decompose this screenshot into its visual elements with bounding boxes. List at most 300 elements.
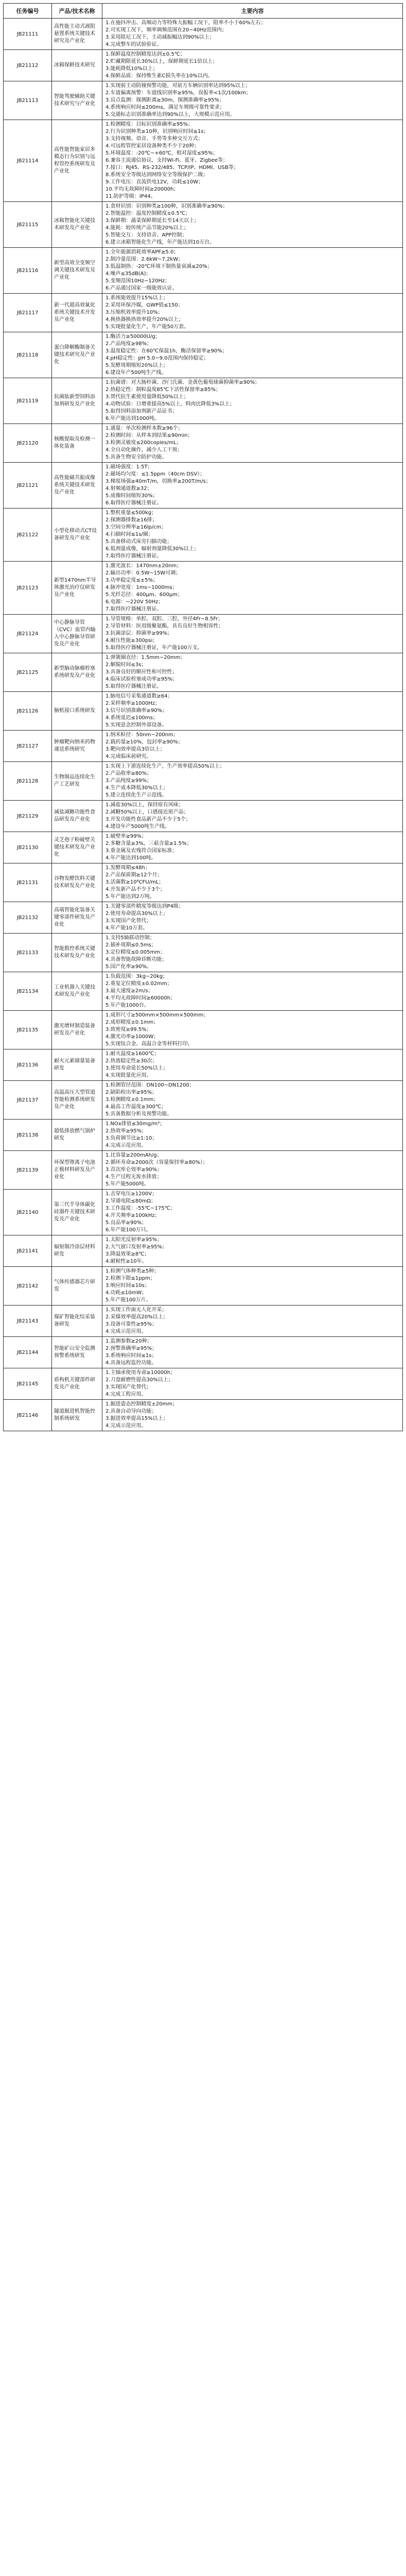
content-line: 4.年产能10万套。 bbox=[105, 925, 148, 931]
main-content bbox=[102, 562, 403, 615]
content-line: 1.系统能效提升15%以上； bbox=[105, 295, 168, 301]
table-row bbox=[4, 378, 403, 424]
content-line: 1.监测参数≥20种； bbox=[105, 1338, 152, 1344]
content-line: 9.工作电压：直流供电12V，功耗≤10W； bbox=[105, 179, 204, 185]
product-name: 激光增材制造装备研发及产业化 bbox=[52, 1011, 102, 1049]
main-content bbox=[102, 1235, 403, 1267]
content-line: 5.成像时间缩短30%； bbox=[105, 493, 158, 499]
content-line: 3.产品纯度≥99%； bbox=[105, 778, 152, 784]
content-line: 1.实现上下游连续化生产，生产效率提高50%以上； bbox=[105, 764, 225, 769]
main-content bbox=[102, 832, 403, 863]
main-content bbox=[102, 332, 403, 378]
content-line: 1.纳米粒径：50nm~200nm； bbox=[105, 732, 179, 738]
content-line: 4.生产过程无废水排放； bbox=[105, 1174, 162, 1180]
table-row bbox=[4, 731, 403, 762]
content-line: 4.实现批量化应用。 bbox=[105, 1073, 152, 1078]
content-line: 2.检测下限≤1ppm； bbox=[105, 1276, 155, 1281]
content-line: 5.取得医疗器械注册证。 bbox=[105, 684, 162, 689]
product-name: 环保型锂离子电池正极材料研发及产业化 bbox=[52, 1151, 102, 1190]
content-line: 1.比容量≥200mAh/g； bbox=[105, 1153, 162, 1158]
content-line: 6.年产能达到1000吨。 bbox=[105, 416, 160, 421]
product-name: 新型1470nm半导体激光治疗仪研发及产业化 bbox=[52, 562, 102, 615]
content-line: 3.降温效果≥8℃； bbox=[105, 1251, 150, 1257]
content-line: 6.低剂量成像，辐射剂量降低30%以上； bbox=[105, 546, 199, 552]
task-code: JB21116 bbox=[4, 248, 52, 294]
product-name: 智能驾驶辅助关键技术研究与产业化 bbox=[52, 81, 102, 120]
table-row bbox=[4, 1368, 403, 1400]
content-line: 3.盲点监测：探测距离≥30m，探测准确率≥95%； bbox=[105, 97, 224, 103]
product-name: 第三代半导体碳化硅器件关键技术研发及产业化 bbox=[52, 1190, 102, 1235]
product-name: 蛋白降解酶制备关键技术研究及产业化 bbox=[52, 332, 102, 378]
content-line: 1.发酵周期≤48h； bbox=[105, 865, 150, 871]
task-code: JB21129 bbox=[4, 801, 52, 832]
content-line: 1.检测管径范围：DN100~DN1200； bbox=[105, 1082, 195, 1088]
main-content bbox=[102, 120, 403, 202]
main-content bbox=[102, 1306, 403, 1337]
content-line: 4.平均无故障时间≥60000h； bbox=[105, 995, 176, 1001]
task-code: JB21145 bbox=[4, 1368, 52, 1400]
product-name: 工业机器人关键技术研发及产业化 bbox=[52, 972, 102, 1011]
content-line: 3.支持视频、语音、手势等多种交互方式； bbox=[105, 136, 203, 142]
content-line: 2.采用环保冷媒，GWP值≤150； bbox=[105, 302, 183, 308]
content-line: 4.脉冲宽度：1ms~1000ms； bbox=[105, 585, 178, 590]
content-line: 4.开发新产品不少于3个； bbox=[105, 887, 165, 892]
content-line: 3.压缩机效率提升10%； bbox=[105, 310, 163, 315]
content-line: 4.临床试验栓塞成功率≥95%； bbox=[105, 676, 178, 682]
content-line: 3.实现国产化替代； bbox=[105, 1384, 152, 1390]
content-line: 6.建立冰箱智能化生产线，年产能达到10万台。 bbox=[105, 240, 215, 245]
main-content bbox=[102, 1011, 403, 1049]
table-row bbox=[4, 972, 403, 1011]
product-name: 新型脑动脉瘤栓塞系统研发及产业化 bbox=[52, 653, 102, 692]
table-row bbox=[4, 1267, 403, 1306]
content-line: 2.检测时间：从样本到结果≤90min； bbox=[105, 433, 193, 438]
content-line: 1.成形尺寸≥500mm×500mm×500mm； bbox=[105, 1012, 209, 1018]
content-line: 7.取得医疗器械注册证。 bbox=[105, 553, 162, 559]
content-line: 3.采用阻尼工况下，主动减振幅达到90%以上； bbox=[105, 35, 215, 40]
content-line: 3.活菌数≥10⁸CFU/mL； bbox=[105, 879, 164, 885]
content-line: 5.年产能1000台。 bbox=[105, 1003, 149, 1008]
task-code: JB21121 bbox=[4, 463, 52, 509]
product-name: 中心静脉导管（CVC）血管内输入中心静脉导管研发及产业化 bbox=[52, 615, 102, 653]
content-line: 3.空间分辨率≥16lp/cm； bbox=[105, 524, 167, 530]
content-line: 2.导管材料：医用级聚氨酯，具有良好生物相容性； bbox=[105, 623, 224, 629]
content-line: 4.噪声≤35dB(A)； bbox=[105, 271, 151, 277]
content-line: 3.具备良好的顺应性和可控性； bbox=[105, 669, 178, 675]
content-line: 6.电源：~220V 50Hz； bbox=[105, 599, 164, 605]
content-line: 4.系统延迟≤100ms； bbox=[105, 715, 158, 721]
content-line: 1.全年能源消耗效率APF≥5.0； bbox=[105, 249, 179, 255]
content-line: 4.扫描时间≤1s/圈； bbox=[105, 532, 153, 537]
content-line: 11.防护等级：IP44。 bbox=[105, 194, 156, 199]
product-name: 辐射制冷涂层材料研发 bbox=[52, 1235, 102, 1267]
content-line: 3.温度稳定性：在60℃保温1h，酶活保留率≥90%； bbox=[105, 348, 227, 354]
table-row bbox=[4, 463, 403, 509]
content-line: 4.射频通道数≥32； bbox=[105, 486, 152, 492]
content-line: 5.具备数据分析及预警功能。 bbox=[105, 1111, 172, 1117]
task-code: JB21146 bbox=[4, 1400, 52, 1431]
table-row bbox=[4, 1306, 403, 1337]
task-code: JB21117 bbox=[4, 294, 52, 332]
content-line: 3.检测灵敏度≤200copies/mL； bbox=[105, 440, 182, 446]
task-code: JB21144 bbox=[4, 1337, 52, 1368]
product-name: 冰箱保鲜技术研究 bbox=[52, 50, 102, 81]
content-line: 4.耐压性能≥300psi； bbox=[105, 638, 158, 643]
content-line: 3.实现国产化替代； bbox=[105, 918, 152, 924]
content-line: 5.具备生物安全防护功能。 bbox=[105, 454, 167, 460]
content-line: 5.国产化率≥90%。 bbox=[105, 964, 152, 970]
header-name: 产品/技术名称 bbox=[52, 4, 102, 19]
content-line: 3.信号识别准确率≥90%； bbox=[105, 708, 168, 714]
content-line: 1.弹簧圈直径：1.5mm~20mm； bbox=[105, 655, 186, 660]
task-code: JB21130 bbox=[4, 832, 52, 863]
table-row bbox=[4, 1400, 403, 1431]
content-line: 2.采样频率≥1000Hz； bbox=[105, 701, 161, 706]
content-line: 2.减糖50%以上，口感接近原产品； bbox=[105, 809, 189, 815]
main-content bbox=[102, 972, 403, 1011]
task-code: JB21123 bbox=[4, 562, 52, 615]
product-name: 生物制品连续化生产工艺研发 bbox=[52, 762, 102, 801]
table-row bbox=[4, 120, 403, 202]
main-content bbox=[102, 615, 403, 653]
table-row bbox=[4, 1337, 403, 1368]
content-line: 1.实现前主动防撞预警功能，对前方车辆识别率达到95%以上； bbox=[105, 83, 251, 89]
product-name: 智能矿山安全监测预警系统研发 bbox=[52, 1337, 102, 1368]
content-line: 4.完成临床前研究。 bbox=[105, 754, 152, 759]
main-content bbox=[102, 1368, 403, 1400]
content-line: 4.完成示范应用。 bbox=[105, 1423, 147, 1429]
product-name: 高端智能化装备关键零部件研发及产业化 bbox=[52, 902, 102, 934]
content-line: 4.完成示范应用。 bbox=[105, 1329, 147, 1334]
table-row bbox=[4, 762, 403, 801]
content-line: 2.可实现工况下，频率调频范围在20~40Hz范围内； bbox=[105, 27, 227, 33]
content-line: 2.缺陷检出率≥95%； bbox=[105, 1090, 157, 1095]
product-name: 核酸提取及检测一体化装备 bbox=[52, 424, 102, 463]
content-line: 5.建立连续化生产示范线。 bbox=[105, 792, 167, 798]
content-line: 3.响应时间≤10s； bbox=[105, 1283, 150, 1289]
content-line: 1.负载范围：3kg~20kg； bbox=[105, 974, 168, 979]
main-content bbox=[102, 1267, 403, 1306]
task-code: JB21142 bbox=[4, 1267, 52, 1306]
product-name: 减盐减糖功能性食品研发及产业化 bbox=[52, 801, 102, 832]
main-content bbox=[102, 424, 403, 463]
table-row bbox=[4, 1151, 403, 1190]
table-row bbox=[4, 562, 403, 615]
task-code: JB21143 bbox=[4, 1306, 52, 1337]
content-line: 3.重金属及农残符合国家标准； bbox=[105, 848, 178, 854]
content-line: 3.检测精度±0.1mm； bbox=[105, 1097, 159, 1103]
content-line: 10.平均无故障时间≥20000h； bbox=[105, 187, 179, 192]
content-line: 1.导管规格：单腔、双腔、三腔，外径4Fr~8.5Fr； bbox=[105, 616, 223, 622]
content-line: 2.产品纯度≥98%； bbox=[105, 341, 152, 347]
content-line: 2.制冷量范围：2.6kW~7.2kW； bbox=[105, 257, 184, 262]
product-name: 盾构机关键部件研发及产业化 bbox=[52, 1368, 102, 1400]
content-line: 5.取得医疗器械注册证，年产能100万支。 bbox=[105, 645, 203, 651]
content-line: 4.pH稳定性：pH 5.0~9.0范围内保持稳定； bbox=[105, 355, 209, 361]
content-line: 1.掘进姿态控制精度±20mm； bbox=[105, 1401, 178, 1407]
content-line: 2.刀盘耐磨性提高30%以上； bbox=[105, 1377, 173, 1383]
content-line: 5.环境温度：-20℃~+60℃，相对湿度≤95%； bbox=[105, 150, 218, 156]
table-row bbox=[4, 863, 403, 902]
header-code: 任务编号 bbox=[4, 4, 52, 19]
content-line: 3.定位精度≤0.005mm； bbox=[105, 950, 166, 955]
product-name: 冰箱智能化关键技术研发及产业化 bbox=[52, 202, 102, 248]
content-line: 3.保鲜期：蔬菜保鲜期延长至14天以上； bbox=[105, 218, 200, 224]
table-row bbox=[4, 50, 403, 81]
content-line: 3.系统响应时间≤1s； bbox=[105, 1353, 157, 1359]
main-content bbox=[102, 1151, 403, 1190]
main-content bbox=[102, 378, 403, 424]
product-name: 煤矿智能化综采装备研发 bbox=[52, 1306, 102, 1337]
content-line: 1.主轴承使用寿命≥10000h； bbox=[105, 1370, 176, 1376]
main-content bbox=[102, 294, 403, 332]
content-line: 5.实现钛合金、高温合金等材料打印。 bbox=[105, 1041, 193, 1047]
content-line: 3.最大速度≥2m/s； bbox=[105, 988, 153, 994]
content-line: 1.检测精度：目标识别准确率≥95%； bbox=[105, 122, 193, 127]
task-code: JB21113 bbox=[4, 81, 52, 120]
task-code: JB21122 bbox=[4, 509, 52, 562]
content-line: 3.低温制热：-20℃环境下制热量衰减≤20%； bbox=[105, 264, 213, 269]
content-line: 3.使用寿命延长50%以上； bbox=[105, 1065, 168, 1071]
content-line: 1.支持5轴联动控制； bbox=[105, 935, 155, 941]
product-name: 新型高效全变频空调关键技术研发及产业化 bbox=[52, 248, 102, 294]
task-code: JB21126 bbox=[4, 692, 52, 731]
content-line: 2.贮藏期限延长30%以上，保鲜期延长1倍以上； bbox=[105, 59, 218, 64]
main-content bbox=[102, 1190, 403, 1235]
content-line: 1.破壁率≥99%； bbox=[105, 834, 147, 839]
content-line: 8.系统安全等级达到网络安全等级保护二级； bbox=[105, 172, 208, 178]
content-line: 3.梯度场强≥40mT/m，切换率≥200T/m/s； bbox=[105, 479, 211, 484]
content-line: 4.动物试验：日增重提高5%以上，料肉比降低3%以上； bbox=[105, 401, 235, 407]
content-line: 4.年产能达到100吨。 bbox=[105, 855, 156, 861]
content-line: 2.热稳定性：制粒温度85℃下活性保留率≥85%； bbox=[105, 387, 221, 393]
content-line: 1.NOx排放≤30mg/m³； bbox=[105, 1121, 165, 1127]
content-line: 1.整机重量≤500kg； bbox=[105, 510, 157, 516]
table-row bbox=[4, 801, 403, 832]
content-line: 6.取得医疗器械注册证。 bbox=[105, 500, 162, 506]
task-code: JB21114 bbox=[4, 120, 52, 202]
product-name: 高性能智能家居多模态行为识别与远程管控系统研发及产业化 bbox=[52, 120, 102, 202]
table-row bbox=[4, 19, 403, 50]
content-line: 2.热震稳定性≥30次； bbox=[105, 1058, 157, 1064]
main-content bbox=[102, 801, 403, 832]
content-line: 4.换热器换热效率提升20%以上； bbox=[105, 317, 184, 323]
content-line: 1.在施抖冲击、高频动力等特殊大振幅工况下，阻率不小于60%左右； bbox=[105, 20, 266, 26]
content-line: 2.循环寿命≥2000次（容量保持率≥80%）； bbox=[105, 1160, 208, 1165]
header-content: 主要内容 bbox=[102, 4, 403, 19]
content-line: 2.解脱时间≤3s； bbox=[105, 662, 147, 668]
table-row bbox=[4, 202, 403, 248]
product-name: 隧道掘进机智能控制系统研发 bbox=[52, 1400, 102, 1431]
content-line: 2.输出功率：0.5W~15W可调； bbox=[105, 570, 181, 576]
product-name: 肿瘤靶向纳米药物递送系统研究 bbox=[52, 731, 102, 762]
table-row bbox=[4, 1049, 403, 1081]
content-line: 6.兼容主流通信协议，支持Wi-Fi、蓝牙、Zigbee等； bbox=[105, 158, 228, 163]
content-line: 1.通量：单次检测样本数≥96个； bbox=[105, 426, 183, 431]
content-line: 1.脑电信号采集通道数≥64； bbox=[105, 693, 173, 699]
table-row bbox=[4, 248, 403, 294]
main-content bbox=[102, 692, 403, 731]
content-line: 6.建设年产500吨生产线。 bbox=[105, 370, 167, 376]
content-line: 5.智能交互：支持语音、APP控制； bbox=[105, 232, 187, 238]
content-line: 2.大气窗口发射率≥95%； bbox=[105, 1244, 168, 1250]
tasks-table bbox=[3, 3, 403, 1431]
content-line: 1.抗菌谱：对大肠杆菌、沙门氏菌、金黄色葡萄球菌抑菌率≥90%； bbox=[105, 380, 260, 385]
table-row bbox=[4, 692, 403, 731]
content-line: 5.年产能5000吨。 bbox=[105, 1181, 149, 1187]
main-content bbox=[102, 731, 403, 762]
content-line: 4.激光功率≥1000W； bbox=[105, 1034, 159, 1040]
content-line: 5.年产能100万片。 bbox=[105, 1297, 151, 1303]
task-code: JB21118 bbox=[4, 332, 52, 378]
table-row bbox=[4, 832, 403, 863]
content-line: 1.食材识别：识别种类≥100种，识别准确率≥90%； bbox=[105, 204, 228, 209]
content-line: 4.完成整车的试验验证。 bbox=[105, 42, 162, 47]
table-row bbox=[4, 332, 403, 378]
content-line: 2.预警准确率≥95%； bbox=[105, 1346, 157, 1351]
product-name: 耐火元素储量装备研发 bbox=[52, 1049, 102, 1081]
main-content bbox=[102, 50, 403, 81]
product-name: 新一代超高效氟化系统关键技术开发及产业化 bbox=[52, 294, 102, 332]
content-line: 4.最高工作温度≥300℃； bbox=[105, 1104, 167, 1110]
content-line: 1.击穿电压≥1200V； bbox=[105, 1191, 157, 1197]
content-line: 5.变频范围10Hz~120Hz； bbox=[105, 278, 170, 284]
content-line: 3.负荷调节比≥1:10； bbox=[105, 1136, 157, 1141]
content-line: 3.功率稳定度≤±5%； bbox=[105, 578, 158, 583]
table-row bbox=[4, 1235, 403, 1267]
task-code: JB21131 bbox=[4, 863, 52, 902]
table-header-row bbox=[4, 4, 403, 19]
main-content bbox=[102, 1337, 403, 1368]
main-content bbox=[102, 934, 403, 972]
table-row bbox=[4, 902, 403, 934]
task-code: JB21120 bbox=[4, 424, 52, 463]
main-content bbox=[102, 863, 403, 902]
table-row bbox=[4, 294, 403, 332]
content-line: 7.取得医疗器械注册证。 bbox=[105, 606, 162, 612]
main-content bbox=[102, 653, 403, 692]
main-content bbox=[102, 1081, 403, 1120]
content-line: 4.完成工程应用。 bbox=[105, 1392, 147, 1397]
task-code: JB21128 bbox=[4, 762, 52, 801]
content-line: 6.年产能100万只。 bbox=[105, 1227, 151, 1233]
table-row bbox=[4, 1120, 403, 1151]
content-line: 3.抗菌涂层：抑菌率≥99%； bbox=[105, 631, 173, 636]
content-line: 5.实现批量化生产，年产能50万套。 bbox=[105, 324, 189, 330]
content-line: 5.实现意念控制外部设备。 bbox=[105, 722, 167, 728]
product-name: 智能数控系统关键技术研发及产业化 bbox=[52, 934, 102, 972]
content-line: 4.系统响应时间≤200ms，满足车规级可靠性要求； bbox=[105, 105, 225, 110]
content-line: 5.光纤芯径：400μm、600μm； bbox=[105, 592, 183, 598]
content-line: 3.靶向效率提高3倍以上； bbox=[105, 747, 165, 752]
content-line: 1.减盐30%以上，保持原有风味； bbox=[105, 802, 184, 808]
main-content bbox=[102, 19, 403, 50]
main-content bbox=[102, 1400, 403, 1431]
main-content bbox=[102, 902, 403, 934]
content-line: 4.开关频率≥100kHz； bbox=[105, 1213, 160, 1218]
content-line: 1.关键零部件精度等级达到P4级； bbox=[105, 904, 184, 909]
task-code: JB21119 bbox=[4, 378, 52, 424]
content-line: 5.年产能达到2万吨。 bbox=[105, 894, 155, 900]
content-line: 5.取得饲料添加剂新产品证书； bbox=[105, 409, 178, 414]
product-name: 小型化移动式CT设备研发及产业化 bbox=[52, 509, 102, 562]
main-content bbox=[102, 202, 403, 248]
content-line: 4.能耗：较传统产品节能20%以上； bbox=[105, 225, 189, 231]
content-line: 4.建设年产5000吨生产线。 bbox=[105, 824, 170, 829]
task-code: JB21115 bbox=[4, 202, 52, 248]
product-name: 灵芝孢子粉破壁关键技术研发及产业化 bbox=[52, 832, 102, 863]
content-line: 2.产品保质期≥12个月； bbox=[105, 872, 163, 878]
task-code: JB21136 bbox=[4, 1049, 52, 1081]
main-content bbox=[102, 248, 403, 294]
task-code: JB21124 bbox=[4, 615, 52, 653]
content-line: 6.产品通过国家一级能效认证。 bbox=[105, 285, 178, 291]
content-line: 2.多糖含量≥3%，三萜含量≥1.5%； bbox=[105, 841, 192, 846]
content-line: 3.开发功能性食品新产品不少于5个； bbox=[105, 817, 191, 822]
table-row bbox=[4, 424, 403, 463]
product-name: 气体传感器芯片研发 bbox=[52, 1267, 102, 1306]
content-line: 4.具备远程监控功能。 bbox=[105, 1360, 157, 1366]
content-line: 2.产品收率≥80%； bbox=[105, 771, 152, 776]
content-line: 5.交通标志识别准确率达到90%以上，大规模示范应用。 bbox=[105, 112, 235, 117]
table-row bbox=[4, 81, 403, 120]
table-row bbox=[4, 1081, 403, 1120]
document bbox=[3, 3, 403, 1431]
content-line: 3.能耗降低10%以上； bbox=[105, 66, 158, 72]
content-line: 5.具备移动式床旁扫描功能； bbox=[105, 539, 172, 545]
content-line: 3.设备可靠性≥95%； bbox=[105, 1321, 157, 1327]
product-name: 高温高压大型管道智能检测系统研发及产业化 bbox=[52, 1081, 102, 1120]
main-content bbox=[102, 509, 403, 562]
content-line: 4.可远程管控家居设备种类不少于20种； bbox=[105, 143, 200, 149]
content-line: 7.接口：RJ45、RS-232/485、TCP/IP、HDMI、USB等； bbox=[105, 165, 239, 171]
content-line: 1.酶活力≥50000U/g； bbox=[105, 334, 161, 340]
content-line: 2.行为识别种类≥10种，识别响应时间≤1s； bbox=[105, 129, 209, 134]
content-line: 4.全自动化操作，减少人工干预； bbox=[105, 447, 183, 453]
content-line: 3.致密度≥99.5%； bbox=[105, 1027, 152, 1032]
content-line: 3.工作温度：-55℃~175℃； bbox=[105, 1206, 175, 1211]
task-code: JB21127 bbox=[4, 731, 52, 762]
content-line: 4.完成示范应用。 bbox=[105, 1143, 147, 1148]
task-code: JB21138 bbox=[4, 1120, 52, 1151]
table-row bbox=[4, 509, 403, 562]
content-line: 1.激光波长：1470nm±20nm； bbox=[105, 563, 182, 569]
content-line: 4.保鲜品质：保持维生素C损失率在10%以内。 bbox=[105, 73, 213, 79]
content-line: 4.耐候性≥10年。 bbox=[105, 1259, 147, 1264]
content-line: 1.磁场强度：1.5T； bbox=[105, 464, 153, 470]
task-code: JB21137 bbox=[4, 1081, 52, 1120]
product-name: 脑机接口系统研发 bbox=[52, 692, 102, 731]
content-line: 2.重复定位精度±0.02mm； bbox=[105, 981, 172, 987]
content-line: 4.具备智能故障诊断功能； bbox=[105, 957, 167, 962]
table-row bbox=[4, 653, 403, 692]
content-line: 2.导通电阻≤80mΩ； bbox=[105, 1198, 156, 1204]
content-line: 2.采煤效率提高20%以上； bbox=[105, 1314, 168, 1320]
content-line: 3.掘进效率提高15%以上； bbox=[105, 1416, 168, 1421]
content-line: 2.插补周期≤0.5ms； bbox=[105, 942, 156, 948]
product-name: 超低排放燃气锅炉研发 bbox=[52, 1120, 102, 1151]
content-line: 4.生产成本降低30%以上； bbox=[105, 785, 168, 791]
main-content bbox=[102, 463, 403, 509]
content-line: 1.实现工作面无人化开采； bbox=[105, 1307, 167, 1313]
task-code: JB21135 bbox=[4, 1011, 52, 1049]
content-line: 1.检测气体种类≥5种； bbox=[105, 1268, 160, 1274]
task-code: JB21111 bbox=[4, 19, 52, 50]
task-code: JB21141 bbox=[4, 1235, 52, 1267]
main-content bbox=[102, 762, 403, 801]
content-line: 2.磁场均匀度：≤1.5ppm（40cm DSV）； bbox=[105, 471, 205, 477]
content-line: 1.太阳光反射率≥95%； bbox=[105, 1237, 163, 1243]
